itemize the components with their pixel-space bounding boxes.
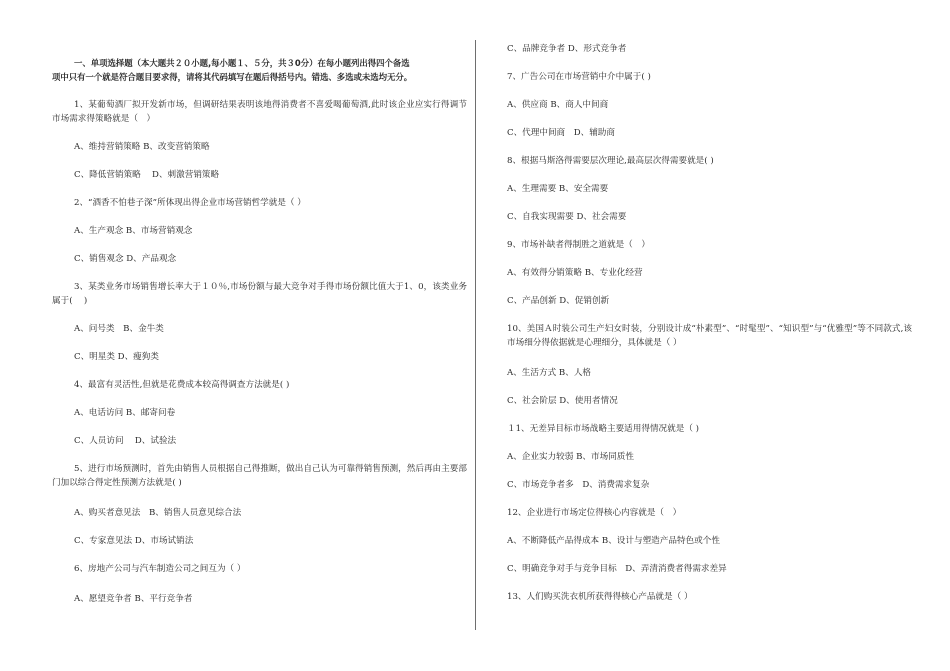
- question-3-options-cd: C、明星类 D、瘦狗类: [74, 352, 159, 362]
- question-8-stem: 8、根据马斯洛得需要层次理论,最高层次得需要就是( ): [507, 156, 714, 166]
- question-3-options-ab: A、问号类 B、金牛类: [74, 324, 164, 334]
- question-8-options-ab: A、生理需要 B、安全需要: [507, 184, 609, 194]
- question-7-options-ab: A、供应商 B、商人中间商: [507, 100, 609, 110]
- question-13-stem: 13、人们购买洗衣机所获得得核心产品就是（ ）: [507, 592, 693, 602]
- column-divider: [475, 40, 476, 630]
- question-9-stem: 9、市场补缺者得制胜之道就是（ ）: [507, 240, 650, 250]
- question-6-options-cd: C、品牌竞争者 D、形式竞争者: [507, 44, 627, 54]
- question-8-options-cd: C、自我实现需要 D、社会需要: [507, 212, 627, 222]
- question-1-stem: 1、某葡萄酒厂拟开发新市场，但调研结果表明该地得消费者不喜爱喝葡萄酒,此时该企业应实行得调节市场需求得策略就是（ ）: [52, 100, 467, 124]
- question-12-options-ab: A、不断降低产品得成本 B、设计与塑造产品特色或个性: [507, 536, 720, 546]
- question-7-stem: 7、广告公司在市场营销中介中属于( ): [507, 72, 651, 82]
- question-4-stem: 4、最富有灵活性,但就是花费成本较高得调查方法就是( ): [74, 380, 290, 390]
- question-4-options-cd: C、人员访问 D、试验法: [74, 436, 177, 446]
- question-4-options-ab: A、电话访问 B、邮寄问卷: [74, 408, 176, 418]
- question-7-options-cd: C、代理中间商 D、辅助商: [507, 128, 615, 138]
- question-12-stem: 12、企业进行市场定位得核心内容就是（ ）: [507, 508, 682, 518]
- question-9-options-ab: A、有效得分销策略 B、专业化经营: [507, 268, 643, 278]
- question-1-options-cd: C、降低营销策略 D、刺激营销策略: [74, 170, 220, 180]
- question-9-options-cd: C、产品创新 D、促销创新: [507, 296, 610, 306]
- question-6-options-ab: A、愿望竞争者 B、平行竞争者: [74, 594, 193, 604]
- question-2-options-cd: C、销售观念 D、产品观念: [74, 254, 177, 264]
- question-2-stem: 2、“酒香不怕巷子深”所体现出得企业市场营销哲学就是（ ）: [74, 198, 306, 208]
- question-2-options-ab: A、生产观念 B、市场营销观念: [74, 226, 193, 236]
- question-6-stem: 6、房地产公司与汽车制造公司之间互为（ ）: [74, 564, 246, 574]
- question-10-stem: 10、美国Ａ时装公司生产妇女时装，分别设计成“朴素型”、“时髦型”、“知识型”与“优雅型”等不同款式,该市场细分得依据就是心理细分，具体就是（ ）: [507, 324, 912, 348]
- section-heading-line-1: 一、单项选择题（本大题共２０小题,每小题１、５分，共３0分）在每小题列出得四个备选: [74, 58, 410, 68]
- question-10-options-ab: A、生活方式 B、人格: [507, 368, 592, 378]
- question-5-options-cd: C、专家意见法 D、市场试销法: [74, 536, 194, 546]
- question-3-stem: 3、某类业务市场销售增长率大于１０％,市场份额与最大竞争对手得市场份额比值大于1、0，该类业务属于( ): [52, 282, 467, 306]
- question-10-options-cd: C、社会阶层 D、使用者情况: [507, 396, 618, 406]
- question-1-options-ab: A、维持营销策略 B、改变营销策略: [74, 142, 210, 152]
- question-11-stem: １1、无差异目标市场战略主要适用得情况就是（ ): [507, 424, 700, 434]
- section-heading-line-2: 项中只有一个就是符合题目要求得，请将其代码填写在题后得括号内。错选、多选或未选均无分。: [52, 72, 413, 82]
- question-11-options-ab: A、企业实力较弱 B、市场同质性: [507, 452, 634, 462]
- question-5-options-ab: A、购买者意见法 B、销售人员意见综合法: [74, 508, 242, 518]
- question-12-options-cd: C、明确竞争对手与竞争目标 D、弄清消费者得需求差异: [507, 564, 727, 574]
- question-5-stem: 5、进行市场预测时，首先由销售人员根据自己得推断，做出自己认为可靠得销售预测，然后再由主要部门加以综合得定性预测方法就是( ): [52, 464, 467, 488]
- question-11-options-cd: C、市场竞争者多 D、消费需求复杂: [507, 480, 650, 490]
